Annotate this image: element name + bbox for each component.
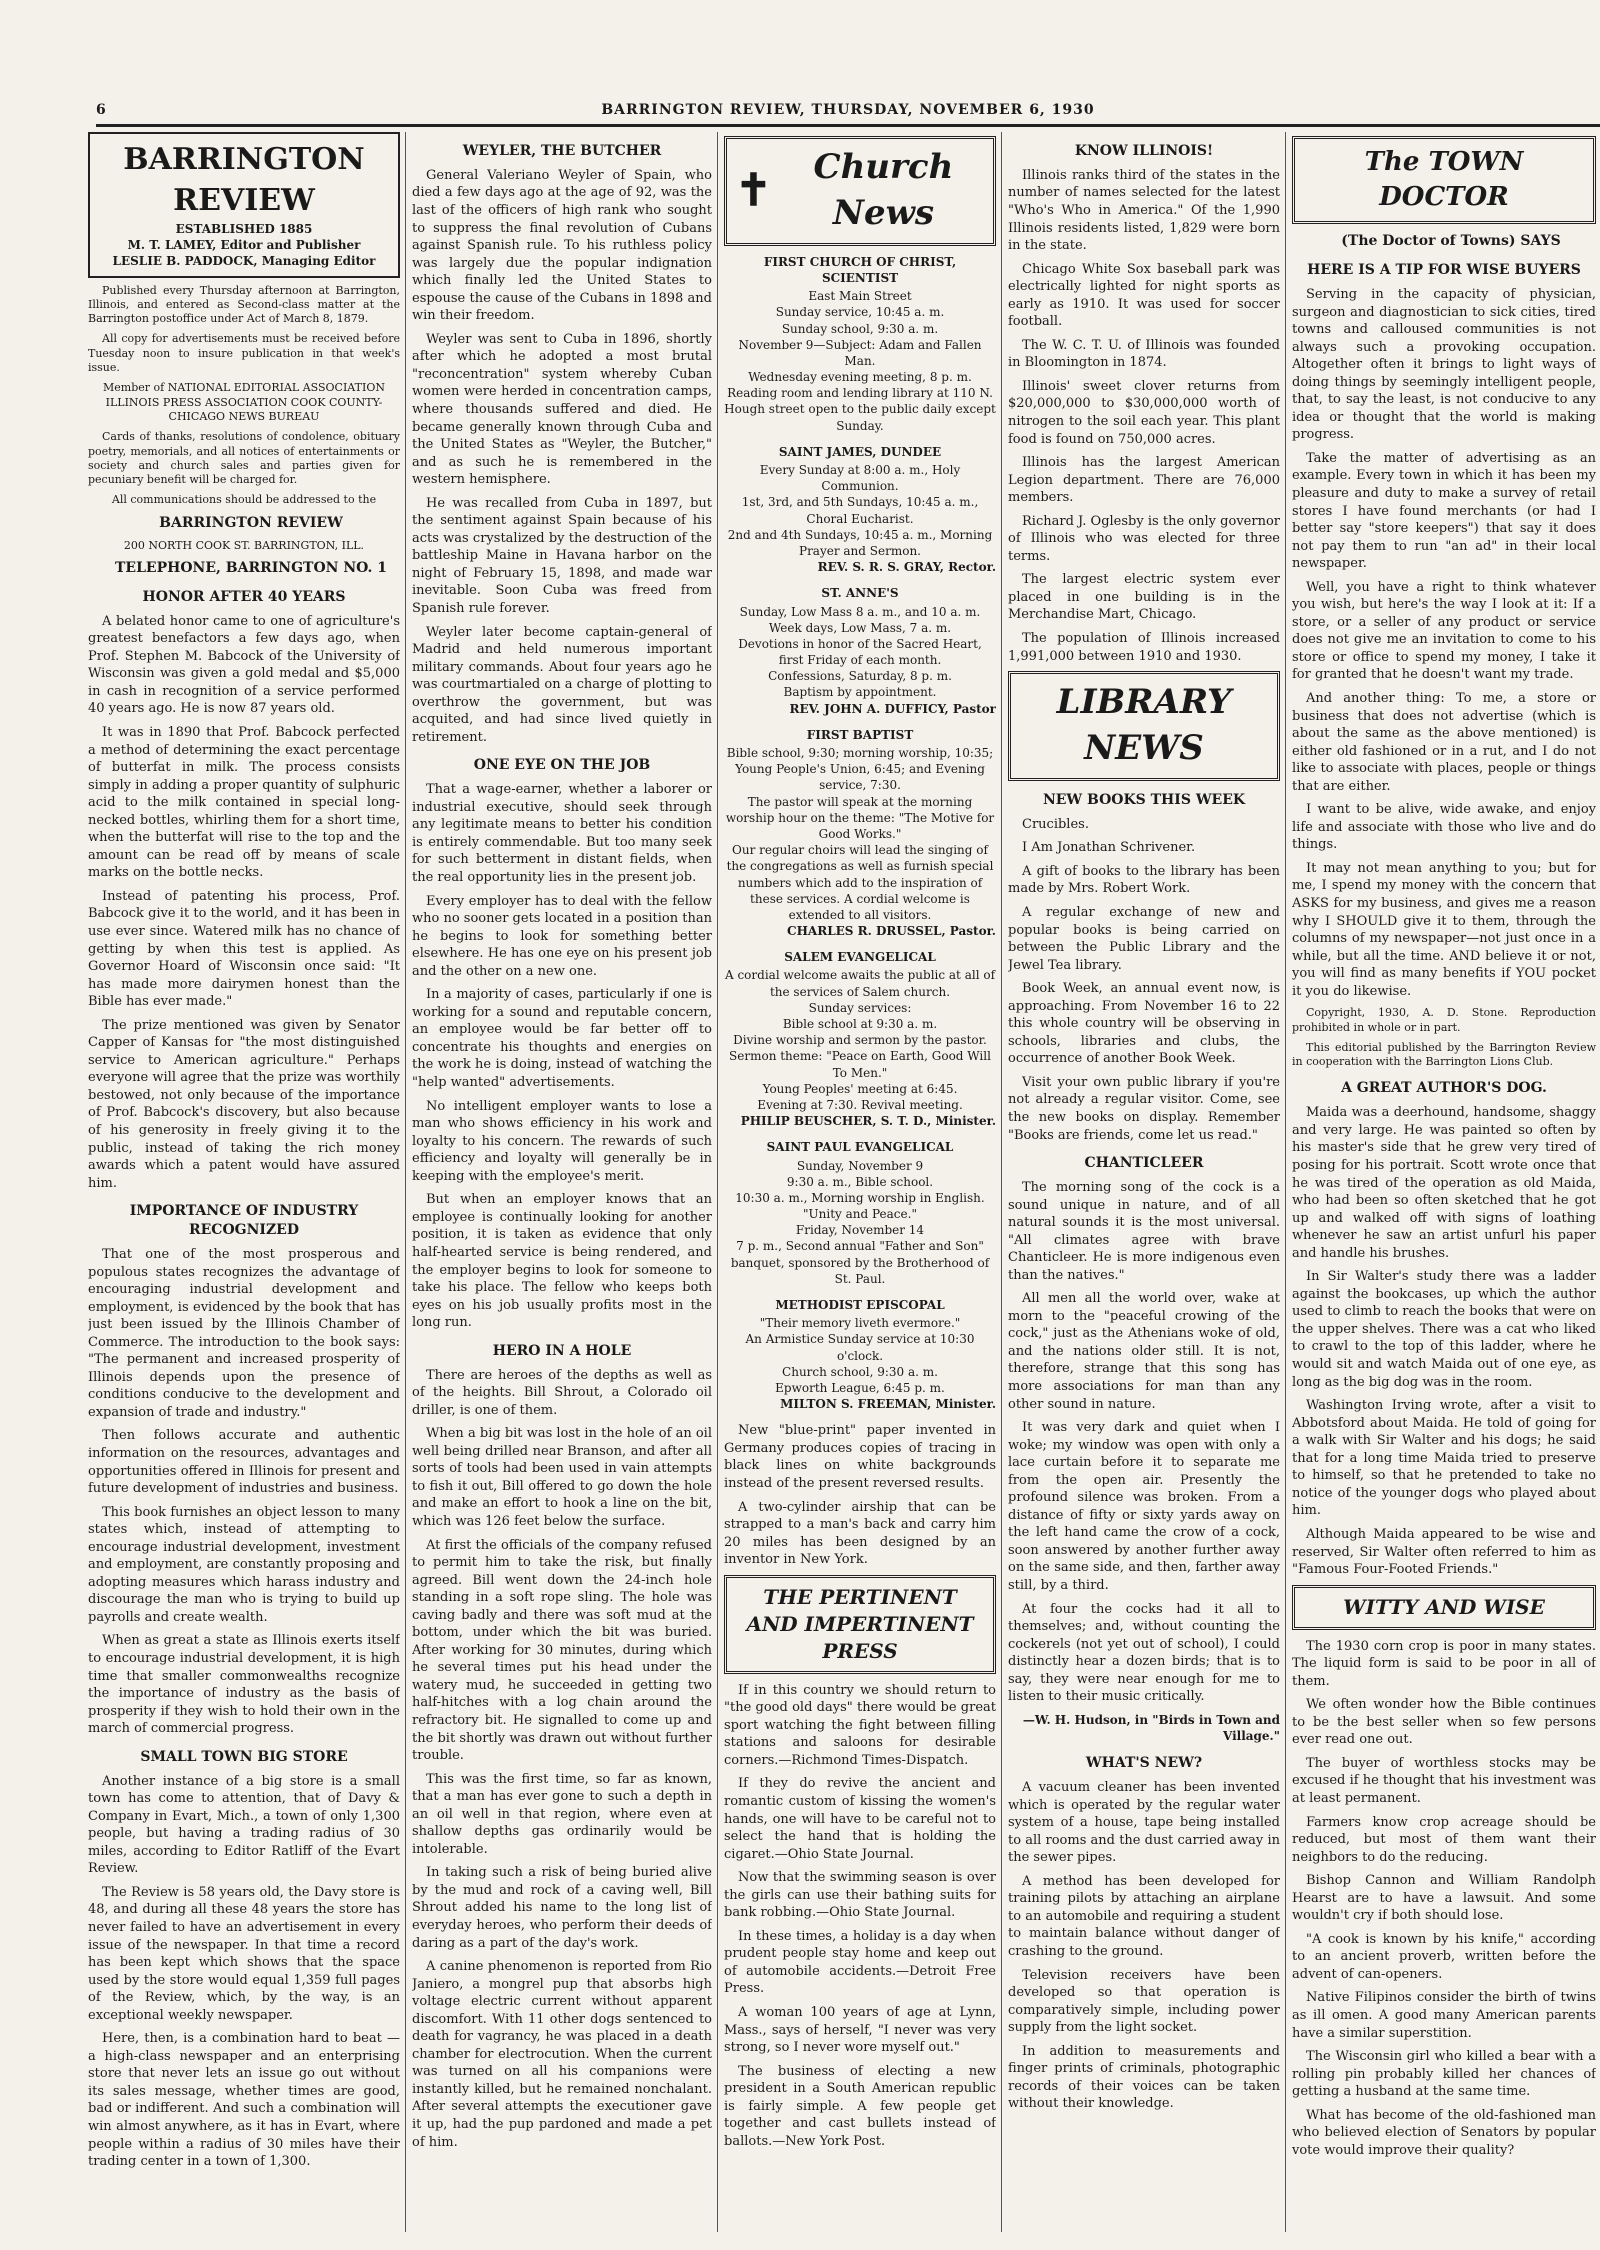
article-title: NEW BOOKS THIS WEEK (1042, 791, 1246, 808)
article-paragraph: Visit your own public library if you're not already a regular visitor. Come, see the new books on display. Remember "Books are friends, come let us read." (1008, 1074, 1280, 1143)
witty-item: Farmers know crop acreage should be reduced, but most of them want their neighbors to do the reducing. (1292, 1814, 1596, 1865)
church-line: Divine worship and sermon by the pastor. Sermon theme: "Peace on Earth, Good Will To Men." (729, 1033, 991, 1080)
press-item: Now that the swimming season is over the girls can use their bathing suits for bank robbing.—Ohio State Journal. (724, 1870, 996, 1921)
article-paragraph: When a big bit was lost in the hole of an oil well being drilled near Branson, and after all sorts of tools had been used in vain attempts to fish it out, Bill offered to go down the hole and make an effort to hook a line on the bit, which was 126 feet below the surface. (412, 1426, 712, 1529)
article-paragraph: Maida was a deerhound, handsome, shaggy and very large. He was painted so often by his master's side that he grew very tired of posing for his portrait. Scott wrote once that he was tired of the operation as old Maida, who had been so often sketched that he got up and walked off with signs of loathing whenever he saw an artist unfurl his paper and handle his brushes. (1292, 1105, 1596, 1261)
article-paragraph: The Review is 58 years old, the Davy store is 48, and during all these 48 years the store has never failed to have an advertisement in every issue of the newspaper. In that time a record has been kept which shows that the space used by the store would equal 1,359 full pages of the Review, which, by the way, is an exceptional weekly newspaper. (88, 1884, 400, 2023)
press-item: A woman 100 years of age at Lynn, Mass., says of herself, "I never was very strong, so I never wore myself out." (724, 2005, 996, 2056)
church-name: SAINT PAUL EVANGELICAL (766, 1140, 954, 1155)
news-note: New "blue-print" paper invented in Germany produces copies of tracing in black lines on white backgrounds instead of the present reversed results. (724, 1423, 996, 1491)
town-doctor-header: The TOWN DOCTOR (1292, 136, 1596, 224)
church-line: Every Sunday at 8:00 a. m., Holy Communion. (759, 463, 961, 494)
article-paragraph: The largest electric system ever placed in one building is in the Merchandise Mart, Chicago. (1008, 572, 1280, 623)
column-rule (405, 132, 406, 2232)
flag-established: ESTABLISHED 1885 (175, 222, 313, 236)
church-line: Bible school at 9:30 a. m. (782, 1017, 938, 1032)
cross-icon: ✝ (735, 165, 772, 217)
church-listing (724, 949, 996, 1129)
article-paragraph: Another instance of a big store is a small town has come to attention, that of Davy & Company in Evart, Mich., a town of only 1,300 people, but having a trading radius of 30 miles, according to Editor Ratliff of the Evart Review. (88, 1773, 400, 1877)
church-line: Reading room and lending library at 110 N. Hough street open to the public daily except Sunday. (724, 386, 996, 433)
press-item: The business of electing a new president in a South American republic is fairly simple. A few people get together and cast bullets instead of ballots.—New York Post. (724, 2063, 996, 2149)
article-paragraph: Illinois' sweet clover returns from $20,000,000 to $30,000,000 worth of nitrogen to the soil each year. This plant food is found on 750,000 acres. (1008, 378, 1280, 447)
article-paragraph: This was the first time, so far as known, that a man has ever gone to such a depth in an oil well in that region, where even at shallow depths gas ordinarily would be intolerable. (412, 1771, 712, 1857)
telephone: TELEPHONE, BARRINGTON NO. 1 (115, 559, 387, 576)
church-line: Church school, 9:30 a. m. (782, 1364, 938, 1379)
witty-item: What has become of the old-fashioned man who believed election of Senators by popular vote would improve their quality? (1292, 2107, 1596, 2158)
town-doctor-subtitle: (The Doctor of Towns) SAYS (1341, 233, 1561, 250)
article-title: WEYLER, THE BUTCHER (462, 143, 662, 159)
column-2 (412, 132, 712, 2232)
church-listings (724, 254, 996, 1413)
church-line: Sunday school, 9:30 a. m. (781, 321, 939, 336)
article-paragraph: A method has been developed for training pilots by attaching an airplane to an automobile and requiring a student to maintain balance without danger of crashing to the ground. (1008, 1873, 1280, 1960)
church-news-header (724, 136, 996, 246)
church-line: Wednesday evening meeting, 8 p. m. (748, 370, 972, 385)
article-paragraph: It was in 1890 that Prof. Babcock perfected a method of determining the exact percentage of butterfat in milk. The process consists simply in adding a proper quantity of sulphuric acid to the milk contained in special long-necked bottles, whirling them for a short time, when the butterfat will rise to the top and the amount can be read off by means of scale marks on the bottle necks. (88, 724, 400, 881)
church-listing (724, 1297, 996, 1412)
column-rule (1285, 132, 1286, 2232)
article-paragraph: At four the cocks had it all to themselves; and, without counting the cockerels (not yet out of school), I could distinctly hear a dozen birds; that is to say, they were near enough for me to listen to their music critically. (1008, 1601, 1280, 1705)
church-line: Young Peoples' meeting at 6:45. (762, 1081, 958, 1096)
article-paragraph: Crucibles. (1022, 816, 1089, 832)
church-line: Sunday service, 10:45 a. m. (775, 305, 945, 320)
article-paragraph: Washington Irving wrote, after a visit to Abbotsford about Maida. He told of going for a walk with Sir Walter and his dogs; he said that for a long time Maida tried to preserve to himself, so that he pretended to take no notice of the younger dogs who played about him. (1292, 1398, 1596, 1519)
church-name: ST. ANNE'S (821, 586, 899, 601)
church-listing (724, 444, 996, 576)
article-title: WHAT'S NEW? (1085, 1755, 1203, 1772)
witty-item: The 1930 corn crop is poor in many states. The liquid form is said to be poor in all of them. (1292, 1638, 1596, 1689)
church-signature: MILTON S. FREEMAN, Minister. (780, 1397, 996, 1412)
witty-item: The buyer of worthless stocks may be excused if he thought that his investment was at least permanent. (1292, 1755, 1596, 1806)
church-name: FIRST CHURCH OF CHRIST, SCIENTIST (763, 254, 957, 285)
church-listing (724, 727, 996, 939)
witty-and-wise-header: WITTY AND WISE (1292, 1585, 1596, 1630)
church-line: Sunday services: (808, 1000, 912, 1015)
article-paragraph: All men all the world over, wake at morn to the "peaceful crowing of the cock," just as the Athenians woke of old, and the nations older still. It is not, therefore, strange that this song has more associations for man than any other sound in nature. (1008, 1291, 1280, 1412)
church-line: 2nd and 4th Sundays, 10:45 a. m., Morning Prayer and Sermon. (727, 527, 993, 558)
masthead-title: BARRINGTON REVIEW, THURSDAY, NOVEMBER 6, 1930 (601, 102, 1095, 118)
copyright-notice: Copyright, 1930, A. D. Stone. Reproduction prohibited in whole or in part. (1292, 1006, 1596, 1034)
article-paragraph: That a wage-earner, whether a laborer or industrial executive, should seek through any legitimate means to better his condition is entirely commendable. But too many seek for such betterment in distant fields, when the real opportunity lies in the present job. (412, 782, 712, 886)
article-paragraph: In taking such a risk of being buried alive by the mud and rock of a caving well, Bill Shrout added his name to the long list of everyday heroes, who perform their deeds of daring as a part of the day's work. (412, 1865, 712, 1951)
press-item: If in this country we should return to "the good old days" there would be great sport watching the fight between filling stations and saloons for desirable corners.—Richmond Times-Dispatch. (724, 1682, 996, 1768)
church-name: SAINT JAMES, DUNDEE (778, 444, 942, 459)
article-paragraph: Illinois has the largest American Legion department. There are 76,000 members. (1008, 455, 1280, 506)
copy-notice: All copy for advertisements must be received before Tuesday noon to insure publication in that week's issue. (88, 332, 400, 375)
column-5 (1292, 132, 1596, 2232)
church-line: Bible school, 9:30; morning worship, 10:35; Young People's Union, 6:45; and Evening service, 7:30. (726, 746, 994, 793)
article-paragraph: I want to be alive, wide awake, and enjoy life and associate with those who live and do things. (1292, 802, 1596, 853)
church-line: East Main Street (808, 289, 912, 304)
column-1 (88, 132, 400, 2232)
article-paragraph: A vacuum cleaner has been invented which is operated by the regular water system of a house, tape being installed to all rooms and the dust carried away in the sewer pipes. (1008, 1780, 1280, 1866)
witty-item: Bishop Cannon and William Randolph Hearst are to have a lawsuit. And some wouldn't cry if both should lose. (1292, 1873, 1596, 1924)
church-line: Week days, Low Mass, 7 a. m. (768, 620, 952, 635)
church-line: Sunday, Low Mass 8 a. m., and 10 a. m. (739, 604, 981, 619)
church-line: November 9—Subject: Adam and Fallen Man. (738, 337, 982, 368)
article-paragraph: In addition to measurements and finger prints of criminals, photographic records of their voices can be taken without their knowledge. (1008, 2043, 1280, 2112)
news-note: A two-cylinder airship that can be strapped to a man's back and carry him 20 miles has been designed by an inventor in New York. (724, 1499, 996, 1568)
article-paragraph: Although Maida appeared to be wise and reserved, Sir Walter often referred to him as "Famous Four-Footed Friends." (1292, 1526, 1596, 1578)
flag-title: BARRINGTON REVIEW (123, 142, 365, 218)
article-paragraph: In Sir Walter's study there was a ladder against the bookcases, up which the author used to climb to reach the books that were on the upper shelves. There was a cat who liked to crawl to the top of this ladder, where he would sit and watch Maida out of one eye, as long as the big dog was in the room. (1292, 1269, 1596, 1390)
article-paragraph: I Am Jonathan Schrivener. (1022, 840, 1196, 856)
church-name: METHODIST EPISCOPAL (775, 1298, 945, 1313)
press-item: In these times, a holiday is a day when prudent people stay home and keep out of automobile accidents.—Detroit Free Press. (724, 1928, 996, 1997)
flag-managing-editor: LESLIE B. PADDOCK, Managing Editor (112, 254, 376, 269)
article-title: KNOW ILLINOIS! (1074, 143, 1214, 159)
masthead (96, 102, 1600, 127)
article-paragraph: The prize mentioned was given by Senator Capper of Kansas for "the most distinguished service to American agriculture." Perhaps everyone will agree that the prize was worthily bestowed, not only because of the importance of Prof. Babcock's discovery, but also because of his generosity in freely giving it to the public, instead of taking the rich money awards which a patent would have assured him. (88, 1017, 400, 1191)
article-paragraph: And another thing: To me, a store or business that does not advertise (which is about the same as the above mentioned) is either old fashioned or in a rut, and I do not like to associate with places, people or things that are either. (1292, 691, 1596, 794)
church-news-title: Church News (813, 147, 954, 233)
library-news-header: LIBRARY NEWS (1008, 671, 1280, 781)
article-paragraph: He was recalled from Cuba in 1897, but the sentiment against Spain because of his acts was crystalized by the destruction of the battleship Maine in Havana harbor on the night of February 15, 1898, and made war inevitable. Soon Cuba was freed from Spanish rule forever. (412, 495, 712, 617)
church-line: Friday, November 14 (795, 1223, 925, 1238)
article-paragraph: The W. C. T. U. of Illinois was founded in Bloomington in 1874. (1008, 337, 1280, 371)
article-paragraph: Illinois ranks third of the states in the number of names selected for the latest "Who's Who in America." Of the 1,990 Illinois residents listed, 1,829 were born in the state. (1008, 167, 1280, 254)
article-paragraph: But when an employer knows that an employee is continually looking for another position, it is taken as evidence that only half-hearted service is being rendered, and the employer begins to look for someone to take his place. The fellow who keeps both eyes on his job usually profits most in the long run. (412, 1192, 712, 1331)
flag-editor: M. T. LAMEY, Editor and Publisher (127, 238, 361, 253)
church-line: "Their memory liveth evermore." (759, 1316, 961, 1331)
church-listing (724, 585, 996, 717)
article-title: SMALL TOWN BIG STORE (140, 1748, 348, 1765)
church-signature: PHILIP BEUSCHER, S. T. D., Minister. (740, 1114, 996, 1129)
publication-notice: Published every Thursday afternoon at Barrington, Illinois, and entered as Second-class matter at the Barrington postoffice under Act of March 8, 1879. (88, 283, 400, 326)
article-paragraph: It may not mean anything to you; but for me, I spend my money with the concern that ASKS for my business, and gives me a reason why I SHOULD give it to them, through the columns of my newspaper—not just once in a while, but all the time. AND believe it or not, you will find as many benefits if YOU pocket it you do likewise. (1292, 860, 1596, 999)
notes (724, 1422, 996, 1568)
church-line: Baptism by appointment. (783, 685, 937, 700)
column-rule (1001, 132, 1002, 2232)
cards-notice: Cards of thanks, resolutions of condolence, obituary poetry, memorials, and all notices of entertainments or society and church sales and parties given for pecuniary benefit will be charged for. (88, 430, 400, 487)
church-line: 7 p. m., Second annual "Father and Son" banquet, sponsored by the Brotherhood of St. Paul. (730, 1239, 990, 1286)
article-paragraph: A gift of books to the library has been made by Mrs. Robert Work. (1008, 863, 1280, 897)
column-4 (1008, 132, 1280, 2232)
article-paragraph: This book furnishes an object lesson to many states which, instead of attempting to encourage industrial development, investment and employment, are constantly proposing and adopting measures which harass industry and discourage the man who is trying to build up payrolls and create wealth. (88, 1504, 400, 1625)
article-paragraph: Every employer has to deal with the fellow who no sooner gets located in a position than he begins to look for something better elsewhere. He has one eye on his present job and the other on a new one. (412, 893, 712, 979)
article-paragraph: Here, then, is a combination hard to beat — a high-class newspaper and an enterprising store that never lets an issue go out without its sales message, whether times are good, bad or indifferent. And such a combination will win almost anywhere, as it has in Evart, where people within a radius of 30 miles have their trading center in a town of 1,300. (88, 2031, 400, 2170)
church-line: The pastor will speak at the morning worship hour on the theme: "The Motive for Good Works." (725, 794, 995, 841)
article-title: CHANTICLEER (1084, 1155, 1204, 1172)
article-paragraph: Television receivers have been developed so that operation is comparatively simple, including power supply from the light socket. (1008, 1967, 1280, 2036)
church-name: FIRST BAPTIST (806, 727, 914, 742)
church-line: An Armistice Sunday service at 10:30 o'clock. (745, 1332, 975, 1363)
church-listing (724, 254, 996, 434)
article-title: HONOR AFTER 40 YEARS (142, 588, 346, 605)
article-title: HERO IN A HOLE (492, 1342, 632, 1359)
church-line: 10:30 a. m., Morning worship in English. "Unity and Peace." (735, 1190, 985, 1222)
witty-item: Native Filipinos consider the birth of twins as ill omen. A good many American parents have a similar superstition. (1292, 1990, 1596, 2041)
article-paragraph: No intelligent employer wants to lose a man who shows efficiency in his work and loyalty to his concern. The rewards of such efficiency and loyalty will generally be in keeping with the employee's merit. (412, 1098, 712, 1184)
article-paragraph: In a majority of cases, particularly if one is working for a sound and reputable concern, an employee would be far better off to concentrate his thoughts and energies on the work he is doing, instead of watching the "help wanted" advertisements. (412, 987, 712, 1091)
church-line: Devotions in honor of the Sacred Heart, first Friday of each month. (738, 636, 982, 668)
column-rule (717, 132, 718, 2232)
article-paragraph: Weyler was sent to Cuba in 1896, shortly after which he adopted a most brutal "reconcentration" system whereby Cuban women were herded in concentration camps, where thousands suffered and died. He became generally known through Cuba and the United States as "Weyler, the Butcher," and as such he is remembered in the western hemisphere. (412, 331, 712, 488)
address-name: BARRINGTON REVIEW (159, 514, 343, 531)
church-line: Our regular choirs will lead the singing of the congregations as well as furnish special numbers which add to the inspiration of these services. A cordial welcome is extended to all visitors. (726, 843, 994, 922)
church-line: 9:30 a. m., Bible school. (786, 1174, 934, 1189)
article-paragraph: Book Week, an annual event now, is approaching. From November 16 to 22 this whole country will be observing in schools, libraries and clubs, the occurrence of another Book Week. (1008, 981, 1280, 1067)
page-number: 6 (96, 102, 107, 118)
article-title: HERE IS A TIP FOR WISE BUYERS (1307, 262, 1581, 279)
address: 200 NORTH COOK ST. BARRINGTON, ILL. (123, 538, 365, 552)
church-signature: REV. S. R. S. GRAY, Rector. (817, 560, 996, 575)
article-paragraph: The morning song of the cock is a sound unique in nature, and of all natural sounds it is the most universal. "All climates agree with brave Chanticleer. He is more indigenous even than the natives." (1008, 1179, 1280, 1283)
article-paragraph: That one of the most prosperous and populous states recognizes the advantage of encouraging industrial development and employment, is evidenced by the book that has just been issued by the Illinois Chamber of Commerce. The introduction to the book says: "The permanent and increased prosperity of Illinois depends upon the presence of conditions conducive to the development and expansion of trade and industry." (88, 1246, 400, 1420)
article-paragraph: Well, you have a right to think whatever you wish, but here's the way I look at it: If a store, or a seller of any product or service does not give me an invitation to come to his store or office to spend my money, I take it for granted that he doesn't want my trade. (1292, 579, 1596, 683)
church-line: Epworth League, 6:45 p. m. (775, 1380, 945, 1395)
church-signature: REV. JOHN A. DUFFICY, Pastor (789, 701, 996, 716)
article-paragraph: A regular exchange of new and popular books is being carried on between the Public Library and the Jewel Tea library. (1008, 904, 1280, 973)
article-paragraph: Instead of patenting his process, Prof. Babcock give it to the world, and it has been in use ever since. Watered milk has no chance of getting by when this test is applied. As Governor Hoard of Wisconsin once said: "It has made more dairymen honest than the Bible has ever made." (88, 888, 400, 1010)
article-signature: —W. H. Hudson, in "Birds in Town and Village." (1022, 1712, 1280, 1744)
address-line: All communications should be addressed to the (111, 493, 377, 507)
article-paragraph: The population of Illinois increased 1,991,000 between 1910 and 1930. (1008, 631, 1280, 664)
article-paragraph: Take the matter of advertising as an example. Every town in which it has been my pleasure and duty to make a survey of retail stores I have found merchants (or had I better say "store keepers") that say it does not pay them to run "an ad" in their local newspaper. (1292, 450, 1596, 572)
church-line: A cordial welcome awaits the public at all of the services of Salem church. (724, 968, 996, 999)
publisher-notice: This editorial published by the Barrington Review in cooperation with the Barrington Lions Club. (1292, 1040, 1596, 1069)
article-title: ONE EYE ON THE JOB (473, 757, 651, 774)
article-paragraph: Weyler later become captain-general of Madrid and held numerous important military commands. About four years ago he was courtmartialed on a charge of plotting to overthrow the government, but was acquited, and had since lived quietly in retirement. (412, 624, 712, 745)
church-line: 1st, 3rd, and 5th Sundays, 10:45 a. m., Choral Eucharist. (741, 495, 979, 526)
article-paragraph: Chicago White Sox baseball park was electrically lighted for night sports as early as 1910. It was used for soccer football. (1008, 261, 1280, 330)
newspaper-flag (88, 132, 400, 278)
church-listing (724, 1139, 996, 1287)
witty-item: "A cook is known by his knife," according to an ancient proverb, written before the advent of can-openers. (1292, 1931, 1596, 1982)
witty-item: We often wonder how the Bible continues to be the best seller when so few persons ever read one out. (1292, 1697, 1596, 1748)
article-paragraph: At first the officials of the company refused to permit him to take the risk, but finally agreed. Bill went down the 24-inch hole standing in a soft rope sling. The hole was caving badly and there was soft mud at the bottom, under which the bit was buried. After working for 30 minutes, during which he several times put his head under the watery mud, he succeeded in getting two half-hitches with a log chain around the refractory bit. He signalled to come up and the bit shortly was drawn out without further trouble. (412, 1537, 712, 1764)
press-header: THE PERTINENT AND IMPERTINENT PRESS (724, 1575, 996, 1674)
article-paragraph: Serving in the capacity of physician, surgeon and diagnostician to sick cities, tired towns and calloused communities is not always such a provoking occupation. Altogether often it brings to light ways of doing things by seemingly intelligent people, that, to say the least, is not conducive to any idea or thought that the world is making progress. (1292, 286, 1596, 443)
church-name: SALEM EVANGELICAL (784, 950, 936, 965)
article-title: IMPORTANCE OF INDUSTRY RECOGNIZED (129, 1203, 359, 1239)
press-item: If they do revive the ancient and romantic custom of kissing the women's hands, one will have to be careful not to select the hand that is holding the cigaret.—Ohio State Journal. (724, 1776, 996, 1862)
church-signature: CHARLES R. DRUSSEL, Pastor. (787, 924, 996, 939)
church-line: Sunday, November 9 (796, 1158, 924, 1173)
press-items (724, 1682, 996, 2151)
article-paragraph: A canine phenomenon is reported from Rio Janiero, a mongrel pup that absorbs high voltage electric current without apparent discomfort. With 11 other dogs sentenced to death for vagrancy, he was placed in a death chamber for electrocution. When the current was turned on all his companions were instantly killed, but he remained nonchalant. After several attempts the executioner gave it up, had the pup pardoned and made a pet of him. (412, 1959, 712, 2150)
article-paragraph: There are heroes of the depths as well as of the heights. Bill Shrout, a Colorado oil driller, is one of them. (412, 1367, 712, 1418)
column-3 (724, 132, 996, 2232)
article-paragraph: A belated honor came to one of agriculture's greatest benefactors a few days ago, when Prof. Stephen M. Babcock of the University of Wisconsin was given a gold medal and $5,000 in cash in recognition of a service performed 40 years ago. He is now 87 years old. (88, 613, 400, 717)
article-title: A GREAT AUTHOR'S DOG. (1341, 1080, 1547, 1097)
witty-item: The Wisconsin girl who killed a bear with a rolling pin probably killed her chances of getting a husband at the same time. (1292, 2049, 1596, 2100)
member-notice: Member of NATIONAL EDITORIAL ASSOCIATION ILLINOIS PRESS ASSOCIATION COOK COUNTY-CHICAGO NEWS BUREAU (103, 381, 385, 423)
article-paragraph: It was very dark and quiet when I woke; my window was open with only a lace curtain before it to separate me from the open air. Presently the profound silence was broken. From a distance of fifty or sixty yards away on the left hand came the crow of a cock, soon answered by another further away on the same side, and then, farther away still, by a third. (1008, 1420, 1280, 1593)
article-paragraph: Richard J. Oglesby is the only governor of Illinois who was elected for three terms. (1008, 513, 1280, 564)
article-paragraph: Then follows accurate and authentic information on the resources, advantages and opportunities offered in Illinois for present and future development of industries and business. (88, 1428, 400, 1497)
church-line: Confessions, Saturday, 8 p. m. (768, 669, 952, 684)
article-paragraph: General Valeriano Weyler of Spain, who died a few days ago at the age of 92, was the last of the officers of high rank who sought to suppress the final revolution of Cubans against Spanish rule. To his ruthless policy was largely due the popular indignation which finally led the United States to espouse the cause of the Cubans in 1898 and win their freedom. (412, 167, 712, 324)
article-paragraph: When as great a state as Illinois exerts itself to encourage industrial development, it is high time that smaller commonwealths recognize the importance of industry as the basis of prosperity if they wish to hold their own in the march of commercial progress. (88, 1633, 400, 1737)
church-line: Evening at 7:30. Revival meeting. (757, 1097, 963, 1112)
